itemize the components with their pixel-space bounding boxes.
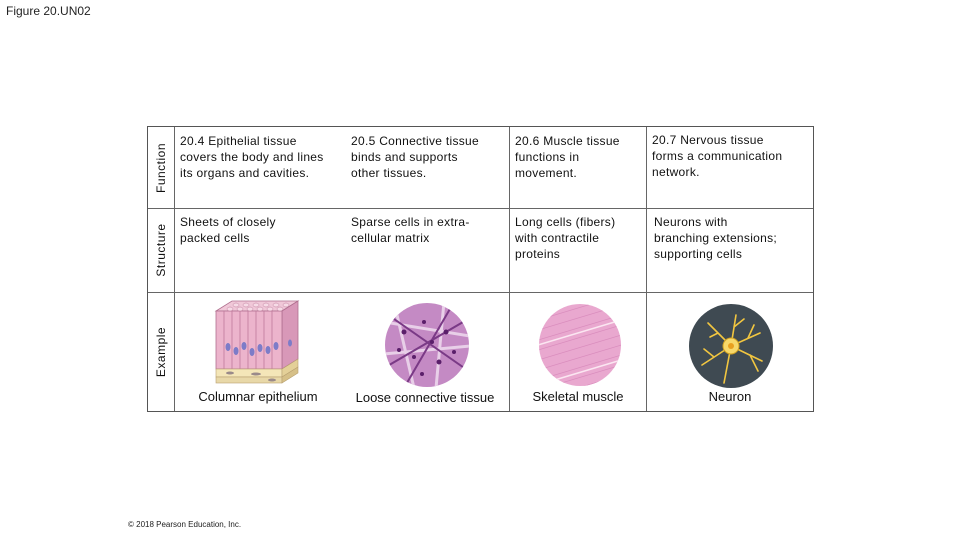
copyright-notice: © 2018 Pearson Education, Inc.	[128, 520, 242, 529]
loose-connective-tissue-micrograph	[384, 302, 470, 388]
column-divider	[174, 127, 175, 411]
structure-cell-epithelial: Sheets of closely packed cells	[180, 215, 276, 245]
figure-label: Figure 20.UN02	[6, 4, 91, 18]
function-cell-connective: 20.5 Connective tissue binds and supports other tissues.	[351, 134, 480, 180]
column-divider	[646, 127, 647, 411]
function-cell-muscle: 20.6 Muscle tissue functions in movement.	[515, 134, 620, 180]
column-divider	[509, 127, 510, 411]
caption-columnar-epithelium: Columnar epithelium	[198, 389, 318, 404]
structure-cell-nervous: Neurons with branching extensions; supporting cells	[654, 215, 778, 261]
columnar-epithelium-illustration	[210, 299, 300, 387]
structure-cell-muscle: Long cells (fibers) with contractile proteins	[515, 215, 616, 261]
row-header-function: Function	[154, 142, 168, 193]
skeletal-muscle-micrograph	[538, 303, 622, 387]
caption-skeletal-muscle: Skeletal muscle	[532, 389, 624, 404]
row-divider	[148, 292, 813, 293]
caption-neuron: Neuron	[708, 389, 752, 404]
caption-loose-connective-tissue: Loose connective tissue	[355, 390, 495, 405]
function-cell-epithelial: 20.4 Epithelial tissue covers the body and lines its organs and cavities.	[180, 134, 324, 180]
tissue-summary-table	[147, 126, 814, 412]
function-cell-nervous: 20.7 Nervous tissue forms a communication network.	[652, 133, 783, 179]
row-header-structure: Structure	[154, 223, 168, 277]
structure-cell-connective: Sparse cells in extra- cellular matrix	[351, 215, 470, 245]
row-divider	[148, 208, 813, 209]
neuron-illustration	[688, 303, 774, 389]
row-header-example: Example	[154, 326, 168, 377]
